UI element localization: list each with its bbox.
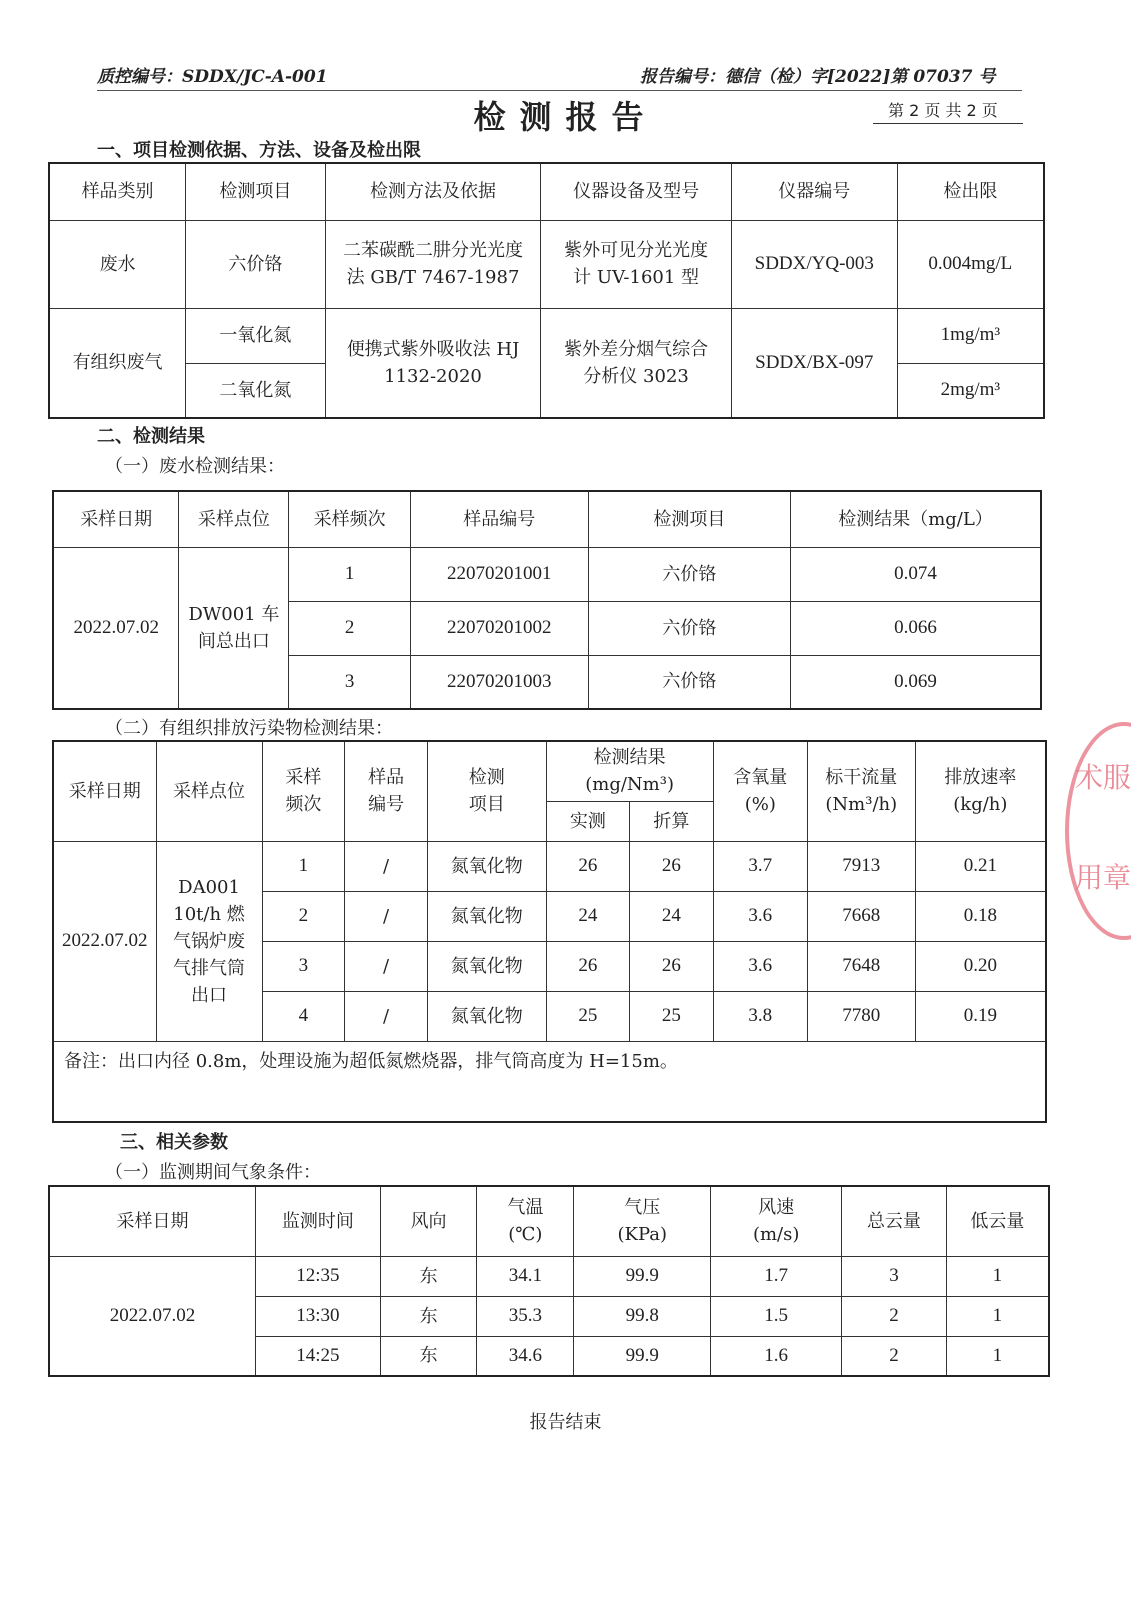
ww-limit: 0.004mg/L: [897, 220, 1044, 308]
wx-pressure: 99.9: [574, 1336, 711, 1376]
wx-total-cloud: 2: [842, 1296, 947, 1336]
gas-date: 2022.07.02: [53, 841, 156, 1042]
gas-rate: 0.20: [915, 942, 1046, 992]
section2-title: 二、检测结果: [97, 426, 205, 447]
weather-table: [48, 1185, 1050, 1377]
ww-category: 废水: [49, 220, 186, 308]
wx-total-cloud: 2: [842, 1336, 947, 1376]
gas-instrument: 紫外差分烟气综合分析仪 3023: [541, 308, 732, 418]
wx-speed: 1.6: [711, 1336, 842, 1376]
gas-item: 氮氧化物: [427, 942, 546, 992]
wx-low-cloud: 1: [946, 1296, 1049, 1336]
wx-th-temp: 气温(℃): [477, 1186, 574, 1256]
th-method: 检测方法及依据: [325, 163, 541, 220]
ww-instrument-no: SDDX/YQ-003: [731, 220, 897, 308]
gas-freq: 4: [262, 992, 345, 1042]
gas-method: 便携式紫外吸收法 HJ 1132-2020: [325, 308, 541, 418]
gas-actual: 26: [546, 841, 630, 891]
gas-th-converted: 折算: [630, 801, 714, 841]
gas-item: 氮氧化物: [427, 891, 546, 941]
gas-actual: 24: [546, 891, 630, 941]
gas-flow: 7780: [807, 992, 915, 1042]
ww-item: 六价铬: [588, 601, 790, 655]
table-row: [49, 1256, 1049, 1296]
ww-sample: 22070201003: [410, 655, 588, 709]
gas-item: 氮氧化物: [427, 841, 546, 891]
ww-th-result: 检测结果（mg/L）: [791, 491, 1041, 547]
ww-date: 2022.07.02: [53, 547, 179, 709]
wx-low-cloud: 1: [946, 1256, 1049, 1296]
ww-item: 六价铬: [588, 547, 790, 601]
th-sample-category: 样品类别: [49, 163, 186, 220]
gas-flow: 7648: [807, 942, 915, 992]
wx-time: 12:35: [256, 1256, 381, 1296]
wx-temp: 35.3: [477, 1296, 574, 1336]
wx-temp: 34.1: [477, 1256, 574, 1296]
ww-th-freq: 采样频次: [289, 491, 411, 547]
gas-sample: /: [345, 942, 428, 992]
th-instrument: 仪器设备及型号: [541, 163, 732, 220]
gas-rate: 0.19: [915, 992, 1046, 1042]
section3-title: 三、相关参数: [120, 1132, 228, 1153]
wx-th-pressure: 气压(KPa): [574, 1186, 711, 1256]
gas-freq: 3: [262, 942, 345, 992]
gas-flow: 7913: [807, 841, 915, 891]
ww-th-item: 检测项目: [588, 491, 790, 547]
section2-sub2: （二）有组织排放污染物检测结果：: [105, 718, 393, 739]
wx-low-cloud: 1: [946, 1336, 1049, 1376]
ww-freq: 3: [289, 655, 411, 709]
ww-item: 六价铬: [588, 655, 790, 709]
gas-th-result: 检测结果(mg/Nm³): [546, 741, 713, 801]
wx-date: 2022.07.02: [49, 1256, 256, 1376]
remark: 备注：出口内径 0.8m，处理设施为超低氮燃烧器，排气筒高度为 H=15m。: [53, 1042, 1046, 1122]
ww-sample: 22070201002: [410, 601, 588, 655]
gas-freq: 1: [262, 841, 345, 891]
wx-total-cloud: 3: [842, 1256, 947, 1296]
gas-oxygen: 3.6: [713, 891, 807, 941]
gas-converted: 26: [630, 841, 714, 891]
wx-pressure: 99.8: [574, 1296, 711, 1336]
gas-item: 氮氧化物: [427, 992, 546, 1042]
ww-th-date: 采样日期: [53, 491, 179, 547]
gas-th-flow: 标干流量(Nm³/h): [807, 741, 915, 841]
wastewater-results-table: [52, 490, 1042, 710]
wx-wind: 东: [380, 1336, 477, 1376]
ww-th-point: 采样点位: [179, 491, 289, 547]
gas-oxygen: 3.6: [713, 942, 807, 992]
wx-th-total-cloud: 总云量: [842, 1186, 947, 1256]
gas-th-oxygen: 含氧量(%): [713, 741, 807, 841]
gas-th-freq: 采样频次: [262, 741, 345, 841]
seal-stamp: 术服 用章: [1065, 722, 1131, 940]
section2-sub1: （一）废水检测结果：: [105, 456, 285, 477]
wx-th-date: 采样日期: [49, 1186, 256, 1256]
gas-th-date: 采样日期: [53, 741, 156, 841]
th-instrument-no: 仪器编号: [731, 163, 897, 220]
th-detection-limit: 检出限: [897, 163, 1044, 220]
gas-instrument-no: SDDX/BX-097: [731, 308, 897, 418]
gas-category: 有组织废气: [49, 308, 186, 418]
ww-point: DW001 车间总出口: [179, 547, 289, 709]
gas-th-sample: 样品编号: [345, 741, 428, 841]
gas-rate: 0.21: [915, 841, 1046, 891]
gas-rate: 0.18: [915, 891, 1046, 941]
th-test-item: 检测项目: [186, 163, 326, 220]
gas-th-point: 采样点位: [156, 741, 262, 841]
page-number: 第 2 页 共 2 页: [888, 101, 998, 120]
wx-pressure: 99.9: [574, 1256, 711, 1296]
ww-sample: 22070201001: [410, 547, 588, 601]
gas-th-actual: 实测: [546, 801, 630, 841]
gas-item-no: 一氧化氮: [186, 308, 326, 363]
wx-th-wind: 风向: [380, 1186, 477, 1256]
gas-item-no2: 二氧化氮: [186, 363, 326, 418]
report-end: 报告结束: [529, 1412, 602, 1433]
header-divider: [97, 90, 1022, 91]
gas-flow: 7668: [807, 891, 915, 941]
gas-limit-no2: 2mg/m³: [897, 363, 1044, 418]
wx-temp: 34.6: [477, 1336, 574, 1376]
section3-sub1: （一）监测期间气象条件：: [105, 1162, 321, 1183]
gas-th-rate: 排放速率(kg/h): [915, 741, 1046, 841]
wx-speed: 1.7: [711, 1256, 842, 1296]
wx-time: 14:25: [256, 1336, 381, 1376]
gas-freq: 2: [262, 891, 345, 941]
wx-time: 13:30: [256, 1296, 381, 1336]
gas-converted: 25: [630, 992, 714, 1042]
ww-freq: 2: [289, 601, 411, 655]
ww-th-sample: 样品编号: [410, 491, 588, 547]
ww-result: 0.074: [791, 547, 1041, 601]
gas-converted: 24: [630, 891, 714, 941]
page-number-underline: [873, 123, 1023, 124]
table-row: [53, 547, 1041, 601]
gas-sample: /: [345, 992, 428, 1042]
gas-th-item: 检测项目: [427, 741, 546, 841]
ww-item: 六价铬: [186, 220, 326, 308]
gas-sample: /: [345, 841, 428, 891]
gas-limit-no: 1mg/m³: [897, 308, 1044, 363]
report-title: 检测报告: [473, 98, 658, 136]
ww-result: 0.066: [791, 601, 1041, 655]
wx-th-low-cloud: 低云量: [946, 1186, 1049, 1256]
ww-freq: 1: [289, 547, 411, 601]
qc-number: 质控编号：SDDX/JC-A-001: [97, 67, 328, 87]
ww-result: 0.069: [791, 655, 1041, 709]
wx-th-speed: 风速(m/s): [711, 1186, 842, 1256]
gas-sample: /: [345, 891, 428, 941]
gas-oxygen: 3.7: [713, 841, 807, 891]
ww-instrument: 紫外可见分光光度计 UV-1601 型: [541, 220, 732, 308]
gas-actual: 26: [546, 942, 630, 992]
wx-wind: 东: [380, 1296, 477, 1336]
method-table: [48, 162, 1045, 419]
gas-actual: 25: [546, 992, 630, 1042]
section1-title: 一、项目检测依据、方法、设备及检出限: [97, 140, 421, 161]
wx-wind: 东: [380, 1256, 477, 1296]
gas-results-table: [52, 740, 1047, 1123]
gas-point: DA001 10t/h 燃气锅炉废气排气筒出口: [156, 841, 262, 1042]
gas-converted: 26: [630, 942, 714, 992]
wx-th-time: 监测时间: [256, 1186, 381, 1256]
wx-speed: 1.5: [711, 1296, 842, 1336]
table-row: [53, 841, 1046, 891]
report-number: 报告编号：德信（检）字[2022]第 07037 号: [640, 67, 996, 87]
gas-oxygen: 3.8: [713, 992, 807, 1042]
ww-method: 二苯碳酰二肼分光光度法 GB/T 7467-1987: [325, 220, 541, 308]
